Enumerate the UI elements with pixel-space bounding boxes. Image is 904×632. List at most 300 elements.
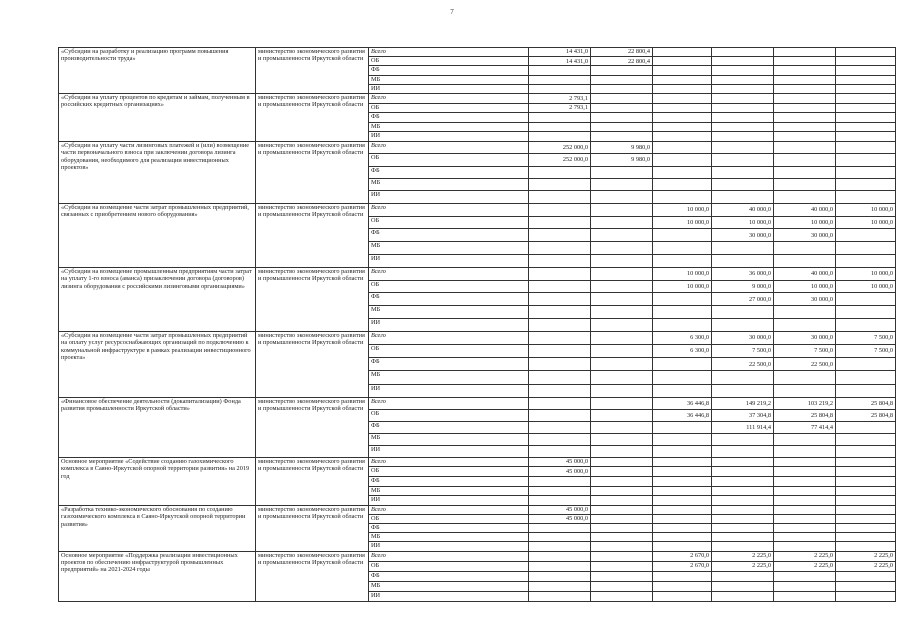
- funding-source: Всего: [369, 457, 529, 467]
- amount-cell: [591, 496, 653, 506]
- amount-cell: 103 219,2: [774, 397, 836, 409]
- amount-cell: [712, 433, 774, 445]
- amount-cell: 30 000,0: [774, 331, 836, 344]
- executor: министерство экономического развития и промышленности Иркутской области: [256, 267, 369, 331]
- amount-cell: [591, 457, 653, 467]
- amount-cell: [774, 505, 836, 514]
- funding-source: ФБ: [369, 421, 529, 433]
- amount-cell: [836, 505, 896, 514]
- amount-cell: [712, 179, 774, 191]
- amount-cell: [836, 255, 896, 268]
- amount-cell: [591, 551, 653, 561]
- amount-cell: [653, 384, 712, 397]
- measure-name: «Субсидии на разработку и реализацию программ повышения производительности труда»: [59, 48, 256, 94]
- measure-name: «Субсидии на возмещение промышленным предприятиям части затрат на уплату 1-го взноса (аванса) призаключении договора (договоров) лизинга оборудования с российскими лизинговыми организациями»: [59, 267, 256, 331]
- funding-source: МБ: [369, 581, 529, 591]
- amount-cell: 10 000,0: [836, 280, 896, 293]
- amount-cell: [529, 242, 591, 255]
- funding-source: Всего: [369, 267, 529, 280]
- amount-cell: [712, 496, 774, 506]
- amount-cell: [653, 514, 712, 523]
- amount-cell: [712, 75, 774, 84]
- funding-source: ОБ: [369, 345, 529, 358]
- amount-cell: [529, 542, 591, 551]
- amount-cell: [591, 203, 653, 216]
- executor: министерство экономического развития и промышленности Иркутской области: [256, 505, 369, 551]
- measure-name: «Финансовое обеспечение деятельности (докапитализации) Фонда развития промышленности Иркутской области»: [59, 397, 256, 457]
- amount-cell: [529, 486, 591, 496]
- amount-cell: [653, 141, 712, 153]
- amount-cell: [653, 476, 712, 486]
- amount-cell: 25 804,8: [774, 409, 836, 421]
- amount-cell: [653, 421, 712, 433]
- amount-cell: [591, 191, 653, 203]
- amount-cell: 10 000,0: [774, 280, 836, 293]
- amount-cell: [712, 467, 774, 477]
- amount-cell: [653, 48, 712, 57]
- amount-cell: [836, 122, 896, 132]
- amount-cell: [712, 524, 774, 533]
- amount-cell: [836, 445, 896, 457]
- table-row: [59, 457, 896, 467]
- amount-cell: [591, 166, 653, 178]
- measure-name: «Субсидии на уплату части лизинговых платежей и (или) возмещение части первоначального взноса при заключении договора лизинга оборудования, необходимого для реализации инвестиционных проектов»: [59, 141, 256, 203]
- amount-cell: [591, 319, 653, 332]
- amount-cell: [591, 571, 653, 581]
- amount-cell: [653, 571, 712, 581]
- amount-cell: [653, 496, 712, 506]
- funding-source: Всего: [369, 93, 529, 103]
- funding-source: ИИ: [369, 384, 529, 397]
- amount-cell: [836, 524, 896, 533]
- amount-cell: 149 219,2: [712, 397, 774, 409]
- amount-cell: [591, 66, 653, 75]
- amount-cell: [712, 166, 774, 178]
- amount-cell: [591, 533, 653, 542]
- amount-cell: [836, 179, 896, 191]
- amount-cell: [774, 66, 836, 75]
- amount-cell: [529, 476, 591, 486]
- amount-cell: [529, 433, 591, 445]
- amount-cell: [591, 122, 653, 132]
- funding-source: МБ: [369, 371, 529, 384]
- amount-cell: [836, 371, 896, 384]
- funding-source: ИИ: [369, 255, 529, 268]
- amount-cell: [712, 505, 774, 514]
- amount-cell: [653, 524, 712, 533]
- amount-cell: [529, 445, 591, 457]
- amount-cell: [712, 154, 774, 166]
- executor: министерство экономического развития и промышленности Иркутской области: [256, 551, 369, 601]
- amount-cell: [836, 571, 896, 581]
- amount-cell: [836, 496, 896, 506]
- amount-cell: [774, 306, 836, 319]
- amount-cell: 7 500,0: [836, 331, 896, 344]
- funding-source: Всего: [369, 141, 529, 153]
- amount-cell: 40 000,0: [774, 203, 836, 216]
- funding-source: ОБ: [369, 280, 529, 293]
- amount-cell: [591, 514, 653, 523]
- amount-cell: [591, 280, 653, 293]
- amount-cell: 9 980,0: [591, 141, 653, 153]
- amount-cell: 10 000,0: [836, 216, 896, 229]
- amount-cell: 45 000,0: [529, 467, 591, 477]
- amount-cell: 111 914,4: [712, 421, 774, 433]
- amount-cell: [591, 486, 653, 496]
- amount-cell: 10 000,0: [653, 280, 712, 293]
- amount-cell: 252 000,0: [529, 141, 591, 153]
- amount-cell: [529, 229, 591, 242]
- amount-cell: [591, 255, 653, 268]
- measure-name: Основное мероприятие «Содействие созданию газохимического комплекса в Саяно-Иркутской опорной территории развития» на 2019 год: [59, 457, 256, 505]
- funding-source: ОБ: [369, 514, 529, 523]
- amount-cell: [774, 514, 836, 523]
- amount-cell: [653, 103, 712, 113]
- amount-cell: [712, 476, 774, 486]
- amount-cell: [653, 581, 712, 591]
- amount-cell: [591, 421, 653, 433]
- amount-cell: [712, 103, 774, 113]
- amount-cell: [591, 561, 653, 571]
- funding-source: ФБ: [369, 166, 529, 178]
- amount-cell: [529, 267, 591, 280]
- amount-cell: [653, 358, 712, 371]
- amount-cell: [712, 132, 774, 142]
- amount-cell: [653, 66, 712, 75]
- funding-source: ФБ: [369, 293, 529, 306]
- executor: министерство экономического развития и промышленности Иркутской области: [256, 203, 369, 267]
- amount-cell: [774, 591, 836, 601]
- executor: министерство экономического развития и промышленности Иркутской области: [256, 397, 369, 457]
- funding-source: ИИ: [369, 132, 529, 142]
- amount-cell: [529, 331, 591, 344]
- amount-cell: [529, 561, 591, 571]
- amount-cell: [653, 179, 712, 191]
- amount-cell: [774, 103, 836, 113]
- amount-cell: [653, 166, 712, 178]
- amount-cell: 2 793,1: [529, 93, 591, 103]
- amount-cell: [591, 409, 653, 421]
- amount-cell: [774, 371, 836, 384]
- amount-cell: [591, 242, 653, 255]
- amount-cell: [591, 293, 653, 306]
- amount-cell: [836, 591, 896, 601]
- amount-cell: [529, 255, 591, 268]
- amount-cell: [836, 103, 896, 113]
- amount-cell: [653, 505, 712, 514]
- funding-source: ФБ: [369, 571, 529, 581]
- amount-cell: 25 804,8: [836, 409, 896, 421]
- amount-cell: [653, 486, 712, 496]
- amount-cell: [591, 267, 653, 280]
- amount-cell: [774, 476, 836, 486]
- amount-cell: [591, 591, 653, 601]
- amount-cell: [712, 445, 774, 457]
- executor: министерство экономического развития и промышленности Иркутской области: [256, 331, 369, 397]
- amount-cell: [653, 132, 712, 142]
- amount-cell: [836, 166, 896, 178]
- amount-cell: [653, 533, 712, 542]
- amount-cell: [836, 581, 896, 591]
- amount-cell: [774, 571, 836, 581]
- amount-cell: 40 000,0: [712, 203, 774, 216]
- amount-cell: 22 500,0: [712, 358, 774, 371]
- amount-cell: [529, 524, 591, 533]
- executor: министерство экономического развития и промышленности Иркутской области: [256, 93, 369, 141]
- amount-cell: 77 414,4: [774, 421, 836, 433]
- amount-cell: [774, 457, 836, 467]
- funding-source: ОБ: [369, 154, 529, 166]
- amount-cell: [836, 306, 896, 319]
- funding-source: ОБ: [369, 103, 529, 113]
- amount-cell: [591, 306, 653, 319]
- amount-cell: [774, 166, 836, 178]
- funding-source: ФБ: [369, 113, 529, 123]
- amount-cell: 2 225,0: [836, 551, 896, 561]
- amount-cell: [591, 467, 653, 477]
- amount-cell: 36 446,8: [653, 397, 712, 409]
- amount-cell: [774, 319, 836, 332]
- funding-source: Всего: [369, 48, 529, 57]
- amount-cell: [774, 75, 836, 84]
- amount-cell: 14 431,0: [529, 48, 591, 57]
- amount-cell: 10 000,0: [712, 216, 774, 229]
- amount-cell: [774, 84, 836, 93]
- amount-cell: [653, 467, 712, 477]
- measure-name: «Разработка технико-экономического обоснования по созданию газохимического комплекса в Саяно-Иркутской опорной территории развития»: [59, 505, 256, 551]
- amount-cell: [774, 467, 836, 477]
- amount-cell: 7 500,0: [774, 345, 836, 358]
- measure-name: Основное мероприятие «Поддержка реализации инвестиционных проектов по обеспечению инфраструктурой промышленных предприятий» на 2021-2024 годы: [59, 551, 256, 601]
- amount-cell: 45 000,0: [529, 505, 591, 514]
- funding-source: МБ: [369, 122, 529, 132]
- amount-cell: [591, 229, 653, 242]
- measure-name: «Субсидии на уплату процентов по кредитам и займам, полученным в российских кредитных организациях»: [59, 93, 256, 141]
- amount-cell: [653, 191, 712, 203]
- amount-cell: [774, 524, 836, 533]
- funding-source: ФБ: [369, 358, 529, 371]
- amount-cell: [836, 433, 896, 445]
- amount-cell: 36 000,0: [712, 267, 774, 280]
- amount-cell: [653, 154, 712, 166]
- amount-cell: [836, 457, 896, 467]
- amount-cell: 30 000,0: [712, 331, 774, 344]
- amount-cell: [836, 476, 896, 486]
- amount-cell: [591, 476, 653, 486]
- amount-cell: [591, 216, 653, 229]
- amount-cell: [653, 242, 712, 255]
- amount-cell: 22 800,4: [591, 48, 653, 57]
- funding-source: МБ: [369, 75, 529, 84]
- amount-cell: [529, 358, 591, 371]
- amount-cell: 10 000,0: [774, 216, 836, 229]
- amount-cell: [836, 191, 896, 203]
- amount-cell: [653, 306, 712, 319]
- amount-cell: [712, 571, 774, 581]
- funding-source: ОБ: [369, 467, 529, 477]
- funding-source: ОБ: [369, 216, 529, 229]
- amount-cell: [774, 242, 836, 255]
- amount-cell: [529, 113, 591, 123]
- funding-source: МБ: [369, 486, 529, 496]
- funding-source: МБ: [369, 179, 529, 191]
- executor: министерство экономического развития и промышленности Иркутской области: [256, 48, 369, 94]
- amount-cell: 45 000,0: [529, 514, 591, 523]
- amount-cell: 30 000,0: [712, 229, 774, 242]
- amount-cell: [712, 191, 774, 203]
- funding-source: ИИ: [369, 84, 529, 93]
- amount-cell: [712, 533, 774, 542]
- amount-cell: [529, 384, 591, 397]
- amount-cell: [774, 141, 836, 153]
- amount-cell: [529, 166, 591, 178]
- amount-cell: [653, 122, 712, 132]
- amount-cell: [836, 242, 896, 255]
- amount-cell: [653, 255, 712, 268]
- amount-cell: [712, 242, 774, 255]
- amount-cell: [836, 514, 896, 523]
- amount-cell: [591, 75, 653, 84]
- amount-cell: [774, 486, 836, 496]
- amount-cell: 2 225,0: [712, 561, 774, 571]
- funding-source: ФБ: [369, 524, 529, 533]
- amount-cell: [836, 48, 896, 57]
- amount-cell: [774, 384, 836, 397]
- amount-cell: [836, 75, 896, 84]
- amount-cell: [653, 591, 712, 601]
- amount-cell: [529, 421, 591, 433]
- amount-cell: [836, 293, 896, 306]
- amount-cell: [591, 542, 653, 551]
- amount-cell: [653, 371, 712, 384]
- amount-cell: 10 000,0: [653, 216, 712, 229]
- amount-cell: [529, 280, 591, 293]
- financing-table: [58, 47, 896, 602]
- amount-cell: [653, 229, 712, 242]
- amount-cell: 22 500,0: [774, 358, 836, 371]
- amount-cell: [774, 122, 836, 132]
- amount-cell: [774, 191, 836, 203]
- amount-cell: 40 000,0: [774, 267, 836, 280]
- amount-cell: [712, 591, 774, 601]
- amount-cell: [591, 433, 653, 445]
- executor: министерство экономического развития и промышленности Иркутской области: [256, 141, 369, 203]
- amount-cell: [591, 103, 653, 113]
- amount-cell: [836, 57, 896, 66]
- amount-cell: [529, 203, 591, 216]
- amount-cell: [712, 581, 774, 591]
- amount-cell: [836, 113, 896, 123]
- amount-cell: [653, 75, 712, 84]
- funding-source: МБ: [369, 306, 529, 319]
- amount-cell: [712, 113, 774, 123]
- amount-cell: 45 000,0: [529, 457, 591, 467]
- amount-cell: [774, 179, 836, 191]
- amount-cell: [653, 319, 712, 332]
- amount-cell: 6 300,0: [653, 331, 712, 344]
- table-row: [59, 48, 896, 57]
- amount-cell: [591, 524, 653, 533]
- amount-cell: 2 793,1: [529, 103, 591, 113]
- amount-cell: 252 000,0: [529, 154, 591, 166]
- amount-cell: [712, 457, 774, 467]
- amount-cell: [712, 319, 774, 332]
- funding-source: ФБ: [369, 229, 529, 242]
- amount-cell: [591, 397, 653, 409]
- amount-cell: [529, 591, 591, 601]
- amount-cell: [712, 122, 774, 132]
- amount-cell: 27 000,0: [712, 293, 774, 306]
- amount-cell: [591, 345, 653, 358]
- measure-name: «Субсидии на возмещение части затрат промышленных предприятий на оплату услуг ресурсоснабжающих организаций по подключению к коммунальной инфраструктуре в рамках реализации инвестиционного проекта»: [59, 331, 256, 397]
- amount-cell: [836, 84, 896, 93]
- amount-cell: 30 000,0: [774, 229, 836, 242]
- funding-source: Всего: [369, 203, 529, 216]
- amount-cell: [529, 371, 591, 384]
- funding-source: ИИ: [369, 496, 529, 506]
- amount-cell: [836, 132, 896, 142]
- amount-cell: 2 225,0: [774, 561, 836, 571]
- amount-cell: [653, 457, 712, 467]
- amount-cell: [836, 319, 896, 332]
- amount-cell: [529, 571, 591, 581]
- amount-cell: [529, 581, 591, 591]
- amount-cell: [774, 496, 836, 506]
- funding-source: ОБ: [369, 561, 529, 571]
- funding-source: МБ: [369, 533, 529, 542]
- amount-cell: [529, 216, 591, 229]
- amount-cell: [529, 191, 591, 203]
- amount-cell: [529, 551, 591, 561]
- amount-cell: 6 300,0: [653, 345, 712, 358]
- amount-cell: 7 500,0: [712, 345, 774, 358]
- amount-cell: 9 980,0: [591, 154, 653, 166]
- amount-cell: [712, 514, 774, 523]
- amount-cell: 2 225,0: [836, 561, 896, 571]
- amount-cell: [774, 433, 836, 445]
- table-row: [59, 203, 896, 216]
- amount-cell: [591, 84, 653, 93]
- table-row: [59, 93, 896, 103]
- amount-cell: [653, 542, 712, 551]
- amount-cell: [712, 255, 774, 268]
- amount-cell: [712, 486, 774, 496]
- amount-cell: [653, 84, 712, 93]
- amount-cell: [529, 397, 591, 409]
- amount-cell: [712, 371, 774, 384]
- funding-source: МБ: [369, 242, 529, 255]
- funding-source: ФБ: [369, 476, 529, 486]
- amount-cell: 10 000,0: [653, 267, 712, 280]
- amount-cell: [774, 154, 836, 166]
- table-row: [59, 551, 896, 561]
- amount-cell: 25 804,8: [836, 397, 896, 409]
- funding-source: ИИ: [369, 591, 529, 601]
- amount-cell: 2 670,0: [653, 551, 712, 561]
- amount-cell: [529, 306, 591, 319]
- amount-cell: [836, 533, 896, 542]
- funding-source: Всего: [369, 331, 529, 344]
- amount-cell: [529, 345, 591, 358]
- amount-cell: [836, 542, 896, 551]
- amount-cell: [591, 384, 653, 397]
- amount-cell: [529, 66, 591, 75]
- amount-cell: 10 000,0: [836, 203, 896, 216]
- amount-cell: [591, 581, 653, 591]
- amount-cell: [712, 57, 774, 66]
- amount-cell: [836, 384, 896, 397]
- amount-cell: 37 304,8: [712, 409, 774, 421]
